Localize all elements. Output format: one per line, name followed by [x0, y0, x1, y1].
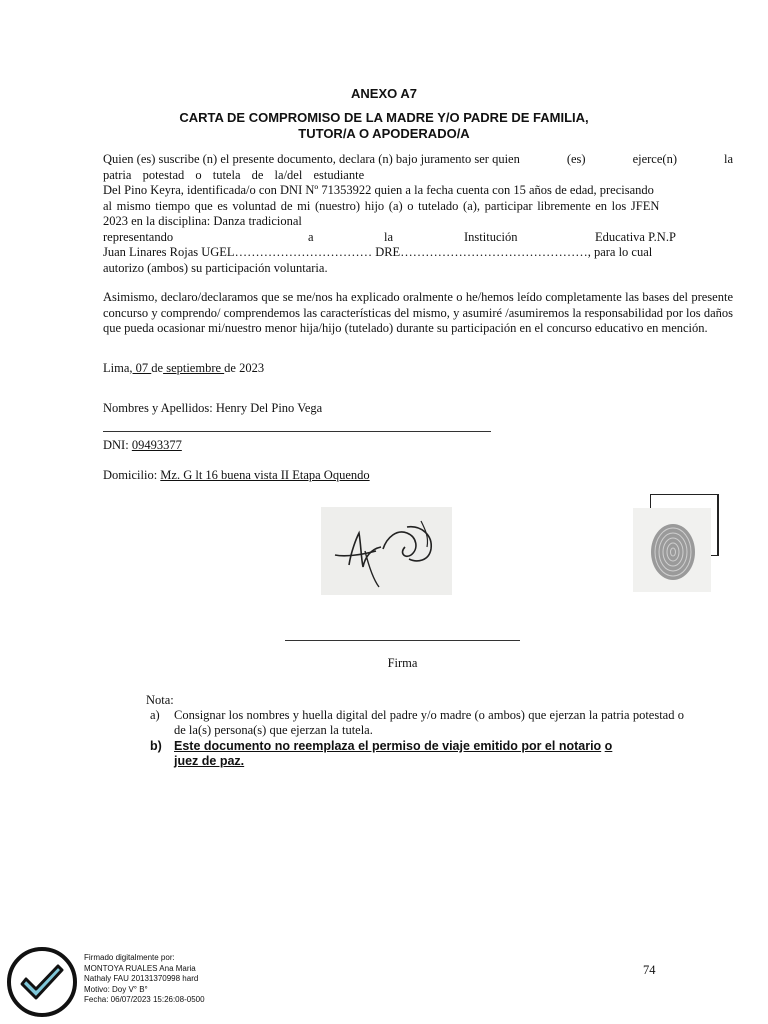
p1-line3: Del Pino Keyra, identificada/o con DNI Nº 71353922 quien a la fecha cuenta con 15 años de edad, precisando — [103, 183, 654, 197]
stamp-line3: Nathaly FAU 20131370998 hard — [84, 974, 199, 983]
p1-word-educativa: Educativa P.N.P — [595, 229, 676, 244]
p1-line7: Juan Linares Rojas UGEL…………………………… DRE………………………………………, para lo cual — [103, 245, 653, 259]
note-a-marker: a) — [150, 708, 160, 722]
p1-line1-d: la — [723, 152, 733, 166]
address-field — [103, 468, 370, 483]
note-b-text — [174, 739, 694, 769]
paragraph-1 — [103, 152, 733, 276]
page-number: 74 — [643, 963, 656, 977]
note-b-line1: Este documento no reemplaza el permiso de viaje emitido por el notario — [174, 739, 602, 753]
date-de: de — [151, 361, 164, 375]
note-b-o: o — [604, 739, 613, 753]
p1-line8: autorizo (ambos) su participación voluntaria. — [103, 260, 328, 275]
p1-line2: patria potestad o tutela de la/del estudiante — [103, 167, 365, 182]
digital-signature-text — [84, 953, 205, 1006]
fingerprint-image — [633, 508, 711, 592]
paragraph-2: Asimismo, declaro/declaramos que se me/nos ha explicado oralmente o he/hemos leído completamente las bases del presente concurso y comprendo/ comprendemos las características del mismo, y asumiré /asumiremos la responsabilidad por los daños que pueda ocasionar mi/nuestro menor hija/hijo (tutelado) durante su participación en el concurso educativo en mención. — [103, 290, 733, 335]
p1-line5: 2023 en la disciplina: Danza tradicional — [103, 214, 302, 228]
address-label: Domicilio: — [103, 468, 158, 482]
stamp-line2: MONTOYA RUALES Ana Maria — [84, 963, 196, 973]
note-b-line2: juez de paz. — [174, 754, 245, 768]
dni-value: 09493377 — [131, 438, 182, 452]
p1-word-institucion: Institución — [464, 229, 518, 244]
handwritten-signature — [321, 507, 452, 595]
document-title-line1: CARTA DE COMPROMISO DE LA MADRE Y/O PADRE DE FAMILIA, — [179, 110, 589, 125]
date-city: Lima, — [103, 361, 133, 375]
date-day: 07 — [132, 361, 152, 375]
name-field — [103, 401, 322, 416]
document-title-line2: TUTOR/A O APODERADO/A — [298, 126, 470, 141]
date-year: de 2023 — [224, 361, 265, 375]
dni-field — [103, 438, 182, 453]
p1-word-la: la — [384, 229, 394, 244]
signature-image — [321, 507, 452, 595]
stamp-line5: Fecha: 06/07/2023 15:26:08-0500 — [84, 995, 205, 1004]
p1-word-a: a — [308, 229, 314, 244]
checkmark-icon — [6, 946, 78, 1018]
dni-label: DNI: — [103, 438, 129, 452]
p1-line1-c: ejerce(n) — [632, 152, 677, 166]
date-line — [103, 361, 264, 376]
name-underline — [103, 431, 491, 432]
date-month: septiembre — [163, 361, 225, 375]
name-value: Henry Del Pino Vega — [215, 401, 323, 415]
name-label: Nombres y Apellidos: — [103, 401, 213, 415]
p1-line1-b: (es) — [566, 152, 586, 166]
p1-line6 — [103, 230, 733, 246]
note-heading: Nota: — [146, 693, 174, 707]
stamp-line1: Firmado digitalmente por: — [84, 953, 175, 962]
digital-signature-badge — [6, 946, 78, 1018]
p1-word-representando: representando — [103, 229, 174, 244]
note-b-marker: b) — [150, 739, 162, 753]
p1-line1 — [103, 152, 733, 168]
note-a-text: Consignar los nombres y huella digital del padre y/o madre (o ambos) que ejerzan la patria potestad o de la(s) persona(s) que ejerzan la tutela. — [174, 708, 684, 737]
p1-line4: al mismo tiempo que es voluntad de mi (nuestro) hijo (a) o tutelado (a), participar libremente en los JFEN — [103, 198, 660, 213]
signature-caption: Firma — [387, 656, 418, 670]
stamp-line4: Motivo: Doy V° B° — [84, 984, 148, 994]
p1-line1-a: Quien (es) suscribe (n) el presente documento, declara (n) bajo juramento ser quien — [103, 152, 520, 166]
signature-line — [285, 640, 520, 641]
annex-title: ANEXO A7 — [351, 86, 417, 101]
address-value: Mz. G lt 16 buena vista II Etapa Oquendo — [160, 468, 370, 482]
fingerprint-icon — [633, 508, 711, 592]
